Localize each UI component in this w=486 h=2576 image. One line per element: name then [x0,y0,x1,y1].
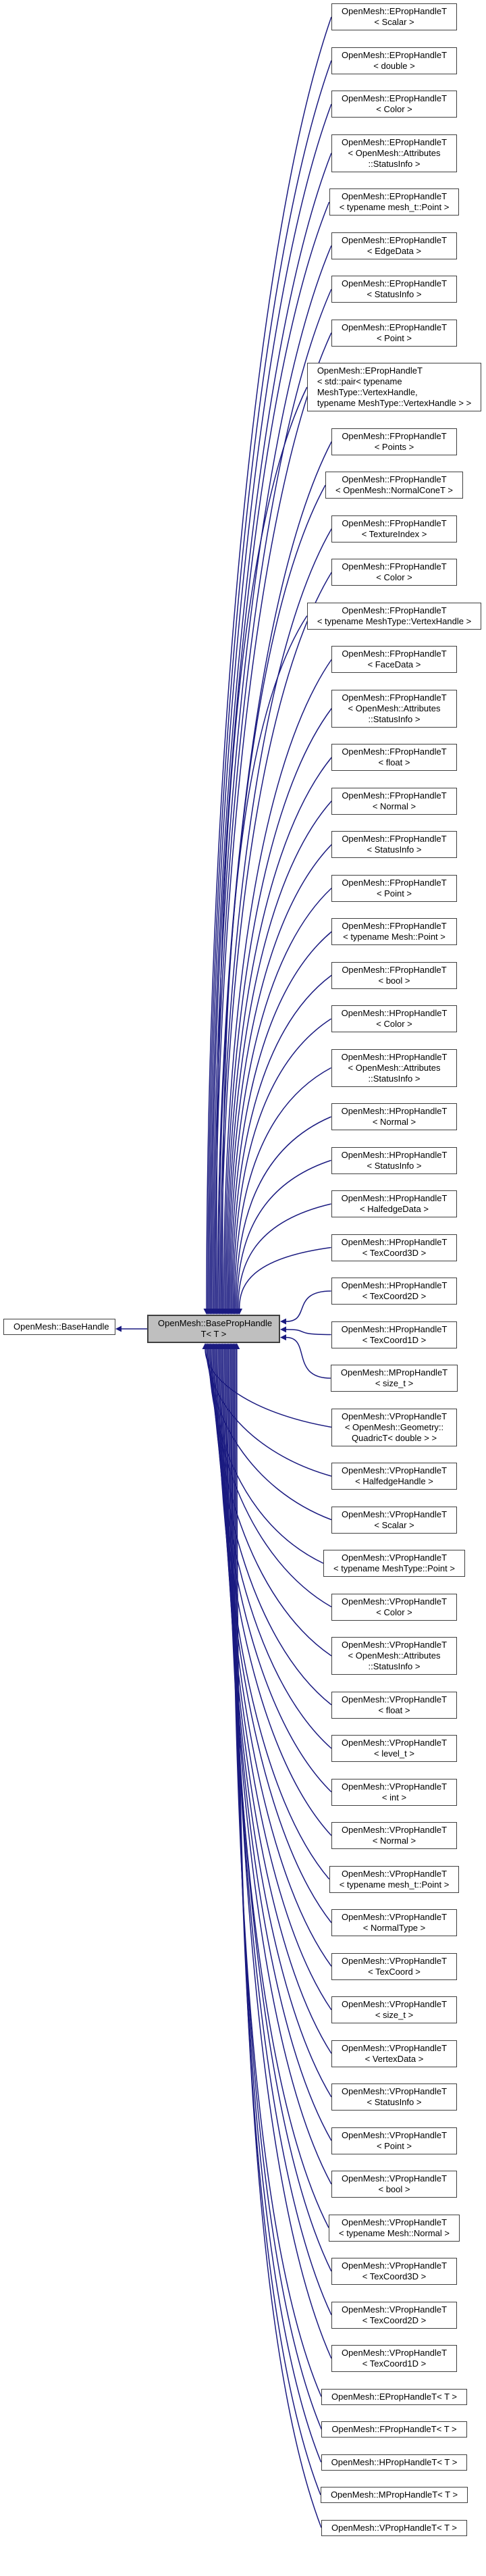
class-name-line: ::StatusInfo > [368,158,421,169]
derived-class-box[interactable] [331,47,457,74]
current-class-box [147,1315,280,1343]
derived-class-box[interactable] [331,1278,458,1305]
class-name-line: OpenMesh::VPropHandleT [341,2086,448,2096]
derived-class-box[interactable] [307,603,481,630]
class-name-line: OpenMesh::EPropHandleT [341,49,448,60]
class-name-line: OpenMesh::VPropHandleT< T > [331,2522,457,2533]
derived-class-box[interactable] [321,2520,467,2536]
class-name-line: < Color > [376,572,412,582]
class-name-line: OpenMesh::FPropHandleT [342,605,447,615]
derived-class-box[interactable] [331,2302,457,2329]
class-name-line: OpenMesh::FPropHandleT [342,747,447,757]
derived-class-box[interactable] [331,232,457,259]
derived-class-box[interactable] [331,2127,457,2154]
class-name-line: OpenMesh::VPropHandleT [341,1738,448,1748]
derived-class-box[interactable] [331,1409,457,1446]
class-name-line: MeshType::VertexHandle, [317,387,418,397]
derived-class-box[interactable] [331,1594,457,1621]
derived-class-box[interactable] [331,831,456,858]
class-name-line: OpenMesh::HPropHandleT [341,1236,448,1247]
class-name-line: OpenMesh::FPropHandleT [342,517,447,528]
derived-class-box[interactable] [331,1692,457,1719]
class-name-line: < Color > [376,104,412,114]
class-name-line: < OpenMesh::NormalConeT > [335,485,453,495]
derived-class-box[interactable] [331,2171,457,2198]
derived-class-box[interactable] [331,1190,458,1217]
class-name-line: < OpenMesh::Attributes [348,1650,441,1661]
class-name-line: ::StatusInfo > [368,1073,421,1084]
class-name-line: OpenMesh::HPropHandleT [341,1323,448,1334]
class-name-line: < Color > [376,1019,412,1029]
derived-class-box[interactable] [331,276,457,303]
class-name-line: < StatusInfo > [367,289,422,299]
class-name-line: < TexCoord3D > [362,1247,427,1258]
class-name-line: < Color > [376,1607,412,1617]
derived-class-box[interactable] [331,1779,457,1806]
derived-class-box[interactable] [331,1735,457,1762]
derived-class-box[interactable] [331,1005,458,1032]
derived-class-box[interactable] [331,2345,457,2372]
class-name-line: OpenMesh::VPropHandleT [341,1552,448,1563]
class-name-line: OpenMesh::VPropHandleT [341,1912,448,1922]
class-name-line: < typename mesh_t::Point > [339,202,450,212]
derived-class-box[interactable] [329,1866,460,1893]
derived-class-box[interactable] [331,744,456,771]
class-name-line: OpenMesh::HPropHandleT [341,1280,448,1290]
class-name-line: OpenMesh::VPropHandleT [341,2129,448,2140]
class-name-line: OpenMesh::FPropHandleT [342,834,447,844]
class-name-line: OpenMesh::EPropHandleT [341,93,448,103]
class-name-line: OpenMesh::FPropHandleT [342,474,447,484]
derived-class-box[interactable] [331,559,456,586]
class-name-line: < TexCoord > [368,1966,421,1977]
class-name-line: OpenMesh::VPropHandleT [341,2173,448,2183]
derived-class-box[interactable] [331,1103,458,1130]
class-name-line: < StatusInfo > [367,1160,422,1171]
derived-class-box[interactable] [331,1463,457,1490]
class-name-line: < OpenMesh::Attributes [348,703,441,713]
class-name-line: OpenMesh::VPropHandleT [341,2217,448,2227]
class-name-line: < typename MeshType::VertexHandle > [317,615,472,626]
class-name-line: OpenMesh::MPropHandleT [340,1367,448,1378]
class-name-line: OpenMesh::BasePropHandle [158,1318,273,1328]
class-name-line: < Normal > [372,1836,416,1846]
class-name-line: OpenMesh::HPropHandleT< T > [331,2456,458,2467]
class-name-line: typename MeshType::VertexHandle > > [317,398,472,408]
class-name-line: < TexCoord3D > [362,2271,427,2281]
class-name-line: OpenMesh::VPropHandleT [341,2348,448,2358]
class-name-line: OpenMesh::VPropHandleT [341,1999,448,2009]
class-name-line: OpenMesh::FPropHandleT [342,430,447,441]
class-name-line: OpenMesh::FPropHandleT< T > [331,2424,457,2434]
class-name-line: OpenMesh::EPropHandleT [317,365,423,376]
derived-classes-column [293,3,486,2536]
class-name-line: OpenMesh::VPropHandleT [341,1694,448,1704]
class-name-line: < bool > [378,975,410,986]
class-name-line: < size_t > [375,1378,414,1388]
derived-class-box[interactable] [331,320,457,347]
class-name-line: < level_t > [374,1748,414,1759]
class-name-line: < TexCoord2D > [362,2315,427,2325]
class-name-line: QuadricT< double > > [351,1432,437,1443]
class-name-line: OpenMesh::FPropHandleT [342,692,447,703]
class-name-line: OpenMesh::VPropHandleT [341,1640,448,1650]
class-name-line: < StatusInfo > [367,2097,422,2107]
class-name-line: OpenMesh::VPropHandleT [341,1411,448,1421]
class-name-line: OpenMesh::FPropHandleT [342,921,447,931]
derived-class-box[interactable] [331,788,456,815]
base-class-box[interactable] [3,1319,115,1335]
class-name-line: OpenMesh::EPropHandleT [341,191,448,201]
class-name-line: < int > [381,1792,407,1802]
class-name-line: < Point > [376,888,412,899]
derived-class-box[interactable] [331,1507,457,1534]
class-name-line: < bool > [378,2184,410,2194]
class-name-line: OpenMesh::EPropHandleT< T > [331,2391,457,2402]
class-name-line: < EdgeData > [367,245,422,256]
class-name-line: OpenMesh::FPropHandleT [342,790,447,801]
derived-class-box[interactable] [321,2421,466,2438]
class-name-line: OpenMesh::VPropHandleT [341,1868,448,1879]
class-name-line: < typename mesh_t::Point > [339,1879,450,1890]
class-name-line: < typename MeshType::Point > [333,1563,455,1573]
derived-class-box[interactable] [331,875,456,902]
derived-class-box[interactable] [331,646,456,673]
derived-class-box[interactable] [325,472,463,499]
class-name-line: < TexCoord1D > [362,1334,427,1345]
class-name-line: < TexCoord2D > [362,1291,427,1301]
class-name-line: OpenMesh::BaseHandle [14,1321,109,1332]
class-name-line: OpenMesh::VPropHandleT [341,1781,448,1792]
derived-class-box[interactable] [331,1822,457,1849]
derived-class-box[interactable] [331,1953,457,1980]
derived-class-box[interactable] [331,690,456,728]
derived-class-box[interactable] [321,2389,467,2405]
class-name-line: OpenMesh::EPropHandleT [341,322,448,332]
class-name-line: < float > [378,757,410,767]
derived-class-box[interactable] [331,91,457,118]
class-name-line: < OpenMesh::Geometry:: [344,1421,444,1432]
class-name-line: OpenMesh::HPropHandleT [341,1193,448,1203]
derived-class-box[interactable] [331,2040,457,2067]
class-name-line: OpenMesh::FPropHandleT [342,561,447,572]
derived-class-box[interactable] [331,134,457,172]
derived-class-box[interactable] [307,363,481,411]
derived-class-box[interactable] [321,2454,468,2471]
class-name-line: < TextureIndex > [361,528,427,539]
class-name-line: < FaceData > [367,659,421,670]
class-name-line: OpenMesh::VPropHandleT [341,1955,448,1966]
derived-class-box[interactable] [331,1996,457,2023]
class-name-line: OpenMesh::HPropHandleT [341,1008,448,1018]
class-name-line: OpenMesh::FPropHandleT [342,877,447,888]
class-name-line: OpenMesh::FPropHandleT [342,649,447,659]
derived-class-box[interactable] [331,2258,457,2285]
derived-class-box[interactable] [331,515,456,542]
derived-class-box[interactable] [329,2215,460,2242]
class-name-line: < Points > [374,441,414,452]
class-name-line: < OpenMesh::Attributes [348,147,441,158]
class-name-line: < HalfedgeData > [360,1204,429,1214]
derived-class-box[interactable] [329,188,460,216]
derived-class-box[interactable] [331,1365,458,1392]
class-name-line: OpenMesh::HPropHandleT [341,1051,448,1062]
derived-class-box[interactable] [331,918,456,945]
class-name-line: < NormalType > [362,1923,426,1933]
class-name-line: OpenMesh::VPropHandleT [341,1509,448,1519]
derived-class-box[interactable] [331,1909,457,1936]
derived-class-box[interactable] [331,1234,458,1261]
derived-class-box[interactable] [331,3,457,30]
class-name-line: < Point > [376,2140,412,2151]
class-name-line: < Normal > [372,801,416,811]
class-name-line: < Scalar > [374,17,414,27]
derived-class-box[interactable] [331,962,456,989]
derived-class-box[interactable] [331,428,456,455]
class-name-line: < size_t > [375,2010,414,2020]
class-name-line: < Normal > [372,1117,416,1127]
derived-class-box[interactable] [331,2083,457,2111]
class-name-line: OpenMesh::EPropHandleT [341,234,448,245]
class-name-line: OpenMesh::EPropHandleT [341,278,448,288]
class-name-line: < Point > [376,332,412,343]
class-name-line: < TexCoord1D > [362,2358,427,2369]
class-name-line: OpenMesh::VPropHandleT [341,1825,448,1835]
class-name-line: OpenMesh::HPropHandleT [341,1149,448,1160]
class-name-line: ::StatusInfo > [368,713,421,724]
class-name-line: OpenMesh::MPropHandleT< T > [330,2490,458,2500]
class-name-line: < float > [378,1704,410,1715]
class-name-line: OpenMesh::VPropHandleT [341,2042,448,2053]
class-name-line: < std::pair< typename [317,376,402,386]
class-name-line: < OpenMesh::Attributes [348,1062,441,1073]
class-name-line: < typename Mesh::Normal > [338,2227,450,2238]
class-name-line: ::StatusInfo > [368,1661,421,1671]
class-name-line: OpenMesh::HPropHandleT [341,1106,448,1116]
class-name-line: < typename Mesh::Point > [343,932,446,942]
class-name-line: OpenMesh::VPropHandleT [341,1465,448,1475]
derived-class-box[interactable] [331,1321,458,1348]
derived-class-box[interactable] [331,1147,458,1174]
derived-class-box[interactable] [331,1049,458,1087]
derived-class-box[interactable] [323,1550,465,1577]
class-name-line: < HalfedgeHandle > [355,1476,433,1486]
class-name-line: OpenMesh::VPropHandleT [341,2304,448,2315]
class-name-line: OpenMesh::EPropHandleT [341,6,448,16]
derived-class-box[interactable] [321,2487,468,2503]
class-name-line: < VertexData > [364,2053,424,2064]
class-name-line: < double > [373,60,415,71]
derived-class-box[interactable] [331,1637,457,1675]
class-name-line: < Scalar > [374,1519,414,1530]
class-name-line: OpenMesh::VPropHandleT [341,1596,448,1607]
class-name-line: OpenMesh::EPropHandleT [341,136,448,147]
class-name-line: OpenMesh::FPropHandleT [342,964,447,975]
class-name-line: T< T > [200,1329,227,1339]
class-name-line: OpenMesh::VPropHandleT [341,2261,448,2271]
class-name-line: < StatusInfo > [367,844,422,855]
